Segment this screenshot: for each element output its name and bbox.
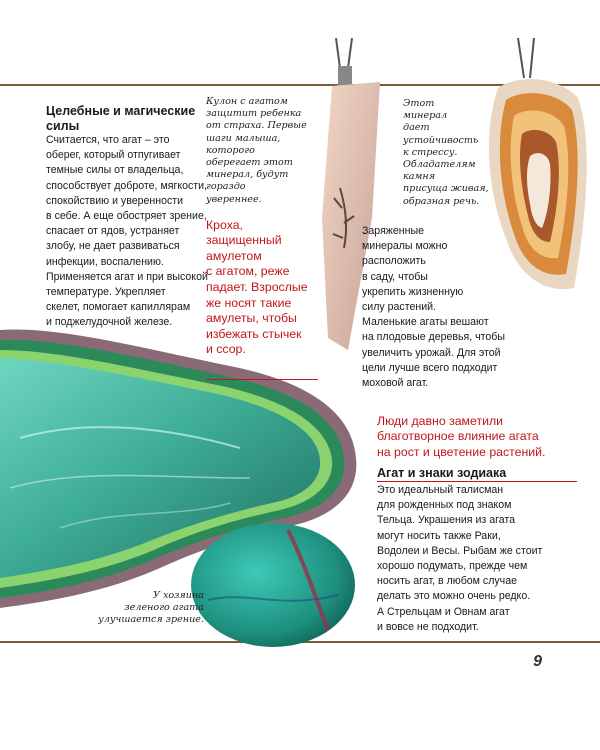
plants-callout-underline (377, 481, 577, 482)
plants-callout (377, 398, 577, 476)
green-agate-caption: У хозяина зеленого агата улучшается зрение. (98, 590, 204, 626)
amulet-callout-underline (206, 379, 318, 380)
plants-callout-text: Люди давно заметили благотворное влияние агата на рост и цветение растений. (377, 413, 546, 459)
green-oval-stone-image (188, 520, 358, 650)
zodiac-section-body: Это идеальный талисман для рожденных под знаком Тельца. Украшения из агата могут носить также Раки, Водолеи и Весы. Рыбам же стоит хорошо подумать, прежде чем носить агат, в любом случае делать это можно очень редко. А Стрельцам и Овнам агат и вовсе не подходит. (377, 484, 543, 633)
amulet-callout-text: Кроха, защищенный амулетом с агатом, реже падает. Взрослые же носят такие амулеты, чтобы избежать стычек и ссор. (206, 217, 308, 357)
garden-section-body: Заряженные минералы можно расположить в саду, чтобы укрепить жизненную силу растений. Маленькие агаты вешают на плодовые деревья, чтобы увеличить урожай. Для этой цели лучше всего подходит моховой агат. (362, 225, 505, 390)
healing-section-title: Целебные и магические силы (46, 104, 196, 133)
healing-section-body: Считается, что агат – это оберег, который отпугивает темные силы от владельца, способствует доброте, мягкости, спокойствию и уверенности в себе. А еще обостряет зрение, спасает от ядов, устраняет злобу, не дает развиваться инфекции, воспалению. Применяется агат и при высокой температуре. Укрепляет скелет, помогает капиллярам и поджелудочной железе. (46, 134, 208, 329)
amulet-callout (206, 202, 318, 374)
zodiac-section-title: Агат и знаки зодиака (377, 466, 507, 480)
page-number: 9 (533, 653, 542, 670)
stress-caption: Этот минерал дает устойчивость к стрессу. Обладателям камня присуща живая, образная речь. (403, 98, 489, 207)
pendant-caption: Кулон с агатом защитит ребенка от страха. Первые шаги малыша, которого оберегает этот минерал, будут гораздо увереннее. (206, 96, 307, 205)
